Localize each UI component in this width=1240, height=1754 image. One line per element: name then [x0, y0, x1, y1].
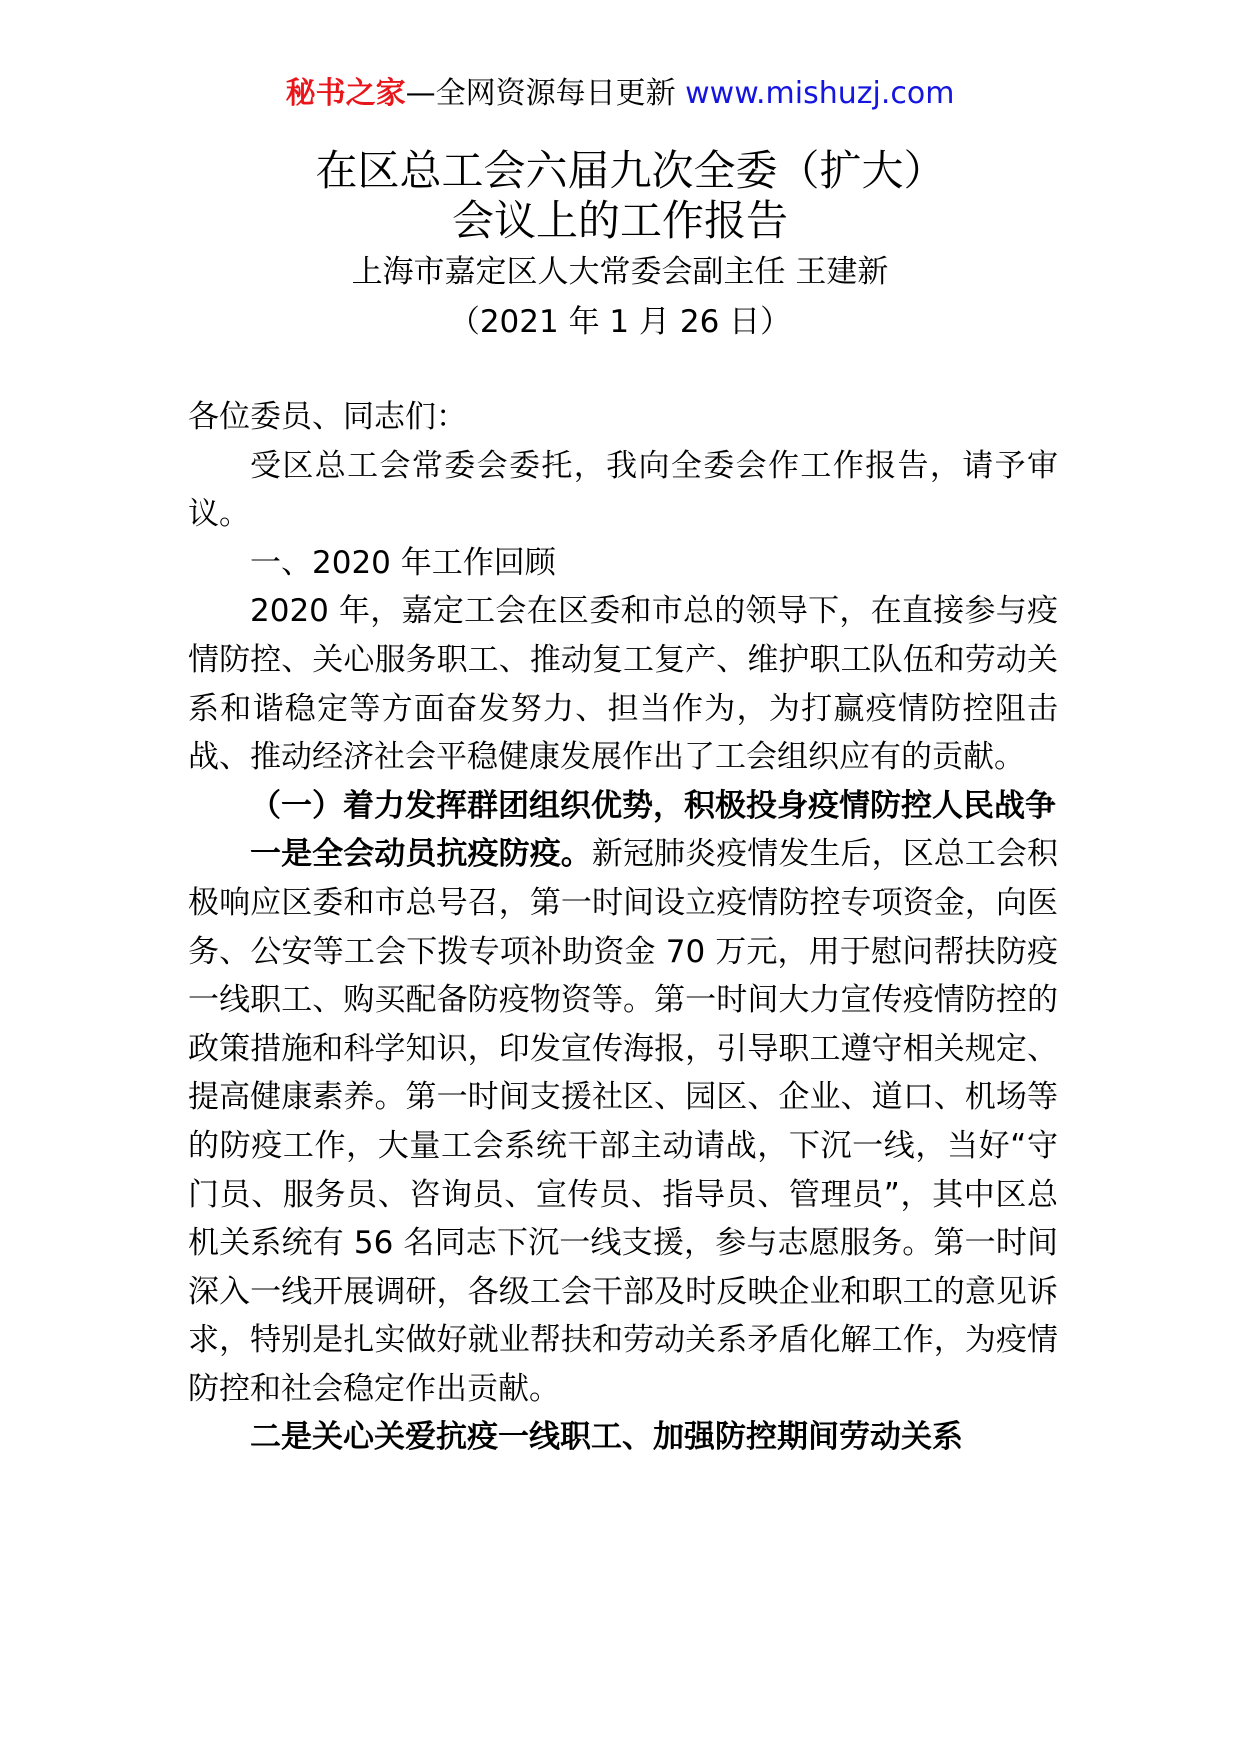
site-url-link[interactable]: www.mishuzj.com	[685, 76, 955, 111]
banner-tagline: —全网资源每日更新	[405, 76, 686, 111]
item-text: 新冠肺炎疫情发生后，区总工会积极响应区委和市总号召，第一时间设立疫情防控专项资金，向医务、公安等工会下拨专项补助资金 70 万元，用于慰问帮扶防疫一线职工、购买配备防疫物资等。第一时间大力宣传疫情防控的政策措施和科学知识，印发宣传海报，引导职工遵守相关规定、提高健康素养。第一时间支援社区、园区、企业、道口、机场等的防疫工作，大量工会系统干部主动请战，下沉一线，当好“守门员、服务员、咨询员、宣传员、指导员、管理员”，其中区总机关系统有 56 名同志下沉一线支援，参与志愿服务。第一时间深入一线开展调研，各级工会干部及时反映企业和职工的意见诉求，特别是扎实做好就业帮扶和劳动关系矛盾化解工作，为疫情防控和社会稳定作出贡献。	[188, 836, 1059, 1407]
intro-paragraph: 受区总工会常委会委托，我向全委会作工作报告，请予审议。	[188, 447, 1058, 533]
subsection-heading: （一）着力发挥群团组织优势，积极投身疫情防控人民战争	[250, 787, 1056, 824]
document-body	[188, 393, 1058, 1462]
document-title: 在区总工会六届九次全委（扩大）会议上的工作报告	[315, 146, 925, 245]
brand-name: 秘书之家	[285, 76, 406, 111]
item-lead-next: 二是关心关爱抗疫一线职工、加强防控期间劳动关系	[250, 1419, 963, 1456]
document-author: 上海市嘉定区人大常委会副主任 王建新	[351, 254, 889, 290]
salutation: 各位委员、同志们：	[188, 399, 467, 435]
item-paragraph	[188, 830, 1058, 1413]
document-date: （2021 年 1 月 26 日）	[448, 304, 792, 340]
item-lead: 一是全会动员抗疫防疫。	[250, 836, 592, 873]
section-heading: 一、2020 年工作回顾	[250, 544, 556, 581]
site-banner	[0, 72, 1240, 116]
section-paragraph: 2020 年，嘉定工会在区委和市总的领导下，在直接参与疫情防控、关心服务职工、推动复工复产、维护职工队伍和劳动关系和谐稳定等方面奋发努力、担当作为，为打赢疫情防控阻击战、推动经济社会平稳健康发展作出了工会组织应有的贡献。	[188, 593, 1058, 776]
